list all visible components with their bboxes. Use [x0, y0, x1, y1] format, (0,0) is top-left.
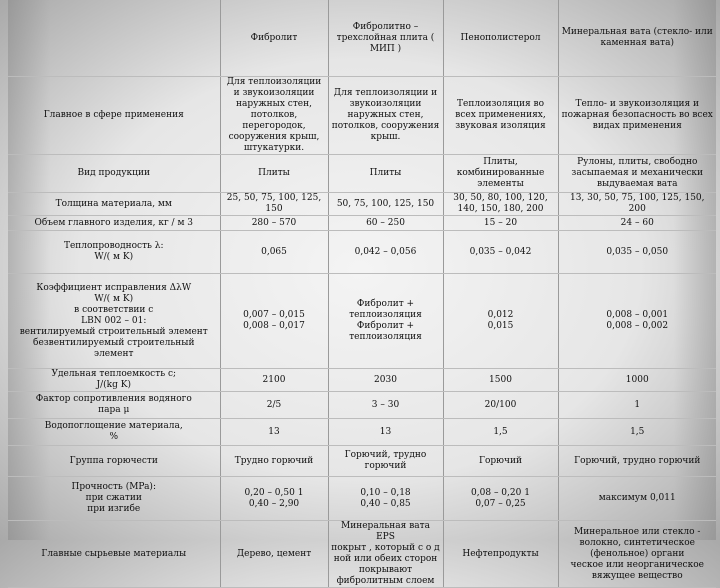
table-cell: 60 – 250	[328, 216, 443, 231]
table-cell	[558, 521, 716, 588]
table-cell: 13, 30, 50, 75, 100, 125, 150, 200	[558, 193, 716, 216]
table-cell: 1500	[443, 369, 558, 392]
row-label-text: Прочность (MPa): при сжатии при изгибе	[71, 482, 156, 514]
table-cell: 0,035 – 0,042	[443, 231, 558, 274]
table-cell: 25, 50, 75, 100, 125, 150	[220, 193, 328, 216]
cell-text: 0,08 – 0,20 1 0,07 – 0,25	[471, 487, 530, 509]
row-label-text: Фактор сопротивления водяного пара μ	[35, 394, 192, 415]
row-label-text: Коэффициент исправления ΔλW W/( м K) в соответствии с LBN 002 – 01: вентилируемый строительный элемент безвентилируемый строительный элемент	[19, 282, 208, 359]
table-cell: 30, 50, 80, 100, 120, 140, 150, 180, 200	[443, 193, 558, 216]
table-cell: Нефтепродукты	[443, 521, 558, 588]
row-label-text: Удельная теплоемкость c; J/(kg K)	[51, 369, 177, 390]
header-cell-mineral-wool: Минеральная вата (стекло- или каменная вата)	[558, 0, 716, 77]
row-label	[8, 231, 220, 274]
table-cell: 15 – 20	[443, 216, 558, 231]
table-cell: Горючий, трудно горючий	[328, 446, 443, 477]
table-cell: 13	[220, 419, 328, 446]
table-row	[8, 392, 716, 419]
table-cell	[328, 274, 443, 369]
row-label	[8, 392, 220, 419]
table-row	[8, 274, 716, 369]
table-row	[8, 231, 716, 274]
table-row	[8, 477, 716, 521]
cell-text: Минеральное или стекло - волокно, синтетическое (фенольное) органи ческое или неорганическое вяжущее вещество	[570, 526, 704, 581]
table-cell: 280 – 570	[220, 216, 328, 231]
table-cell: 1	[558, 392, 716, 419]
cell-text: 0,012 0,015	[487, 310, 514, 331]
table-cell: 0,042 – 0,056	[328, 231, 443, 274]
table-cell: 2100	[220, 369, 328, 392]
table-row	[8, 77, 716, 155]
row-label: Толщина материала, мм	[8, 193, 220, 216]
header-cell-polystyrene: Пенополистерол	[443, 0, 558, 77]
table-cell	[220, 274, 328, 369]
table-cell: Для теплоизоляции и звукоизоляции наружных стен, потолков, перегородок, сооружения крыш, штукатурки.	[220, 77, 328, 155]
row-label-text: Теплопроводность λ: W/( м K)	[63, 241, 164, 262]
row-label: Главное в сфере применения	[8, 77, 220, 155]
table-cell	[328, 521, 443, 588]
table-cell: максимум 0,011	[558, 477, 716, 521]
table-cell: Горючий, трудно горючий	[558, 446, 716, 477]
row-label: Вид продукции	[8, 155, 220, 193]
table-cell: 2030	[328, 369, 443, 392]
cell-text: Фибролит + теплоизоляция Фибролит + теплоизоляция	[349, 299, 422, 342]
table-cell: 13	[328, 419, 443, 446]
header-cell-empty	[8, 0, 220, 77]
table-cell: 0,065	[220, 231, 328, 274]
table-cell: 0,035 – 0,050	[558, 231, 716, 274]
table-cell	[220, 477, 328, 521]
cell-text: 0,007 – 0,015 0,008 – 0,017	[243, 310, 305, 331]
table-cell: 2/5	[220, 392, 328, 419]
table-cell	[558, 274, 716, 369]
cell-text: 0,20 – 0,50 1 0,40 – 2,90	[244, 487, 304, 509]
row-label	[8, 274, 220, 369]
table-cell: Горючий	[443, 446, 558, 477]
table-cell: 24 – 60	[558, 216, 716, 231]
table-cell: Трудно горючий	[220, 446, 328, 477]
table-row	[8, 216, 716, 231]
table-cell: 1,5	[558, 419, 716, 446]
row-label: Объем главного изделия, кг / м 3	[8, 216, 220, 231]
row-label-text: Водопоглощение материала, %	[44, 421, 183, 442]
table-cell: Теплоизоляция во всех применениях, звуковая изоляция	[443, 77, 558, 155]
row-label	[8, 419, 220, 446]
table-row	[8, 369, 716, 392]
table-cell: 20/100	[443, 392, 558, 419]
table-cell: Плиты	[328, 155, 443, 193]
table-row	[8, 155, 716, 193]
row-label	[8, 477, 220, 521]
table-header-row	[8, 0, 716, 77]
cell-text: 0,008 – 0,001 0,008 – 0,002	[606, 310, 669, 331]
row-label: Группа горючести	[8, 446, 220, 477]
table-cell: Рулоны, плиты, свободно засыпаемая и механически выдуваемая вата	[558, 155, 716, 193]
table-row	[8, 446, 716, 477]
row-label	[8, 369, 220, 392]
comparison-table	[8, 0, 716, 588]
table-cell: Для теплоизоляции и звукоизоляции наружных стен, потолков, сооружения крыш.	[328, 77, 443, 155]
table-cell: 1000	[558, 369, 716, 392]
table-cell: 50, 75, 100, 125, 150	[328, 193, 443, 216]
row-label: Главные сырьевые материалы	[8, 521, 220, 588]
table-row	[8, 521, 716, 588]
table-cell: Плиты, комбинированные элементы	[443, 155, 558, 193]
document-sheet	[8, 0, 716, 586]
table-cell: Тепло- и звукоизоляция и пожарная безопасность во всех видах применения	[558, 77, 716, 155]
table-row	[8, 193, 716, 216]
table-cell: 1,5	[443, 419, 558, 446]
cell-text: 0,10 – 0,18 0,40 – 0,85	[360, 487, 411, 509]
header-cell-fibrolit: Фибролит	[220, 0, 328, 77]
table-cell	[328, 477, 443, 521]
table-cell	[443, 477, 558, 521]
table-cell: 3 – 30	[328, 392, 443, 419]
table-cell	[443, 274, 558, 369]
table-row	[8, 419, 716, 446]
table-cell: Плиты	[220, 155, 328, 193]
header-cell-mip: Фибролитно – трехслойная плита ( МИП )	[328, 0, 443, 77]
table-cell: Дерево, цемент	[220, 521, 328, 588]
cell-text: Минеральная вата EPS покрыт , который с о д ной или обеих сторон покрывают фибролитным слоем	[331, 521, 440, 586]
